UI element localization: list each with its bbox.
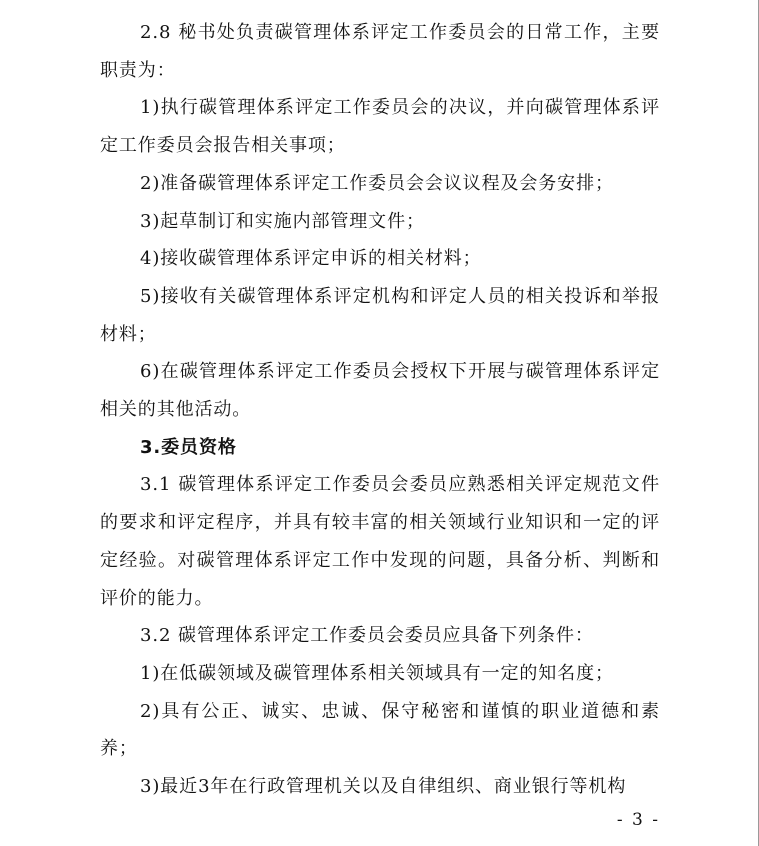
duty-item-1: 1)执行碳管理体系评定工作委员会的决议，并向碳管理体系评定工作委员会报告相关事项； xyxy=(100,97,660,157)
duty-item-6: 6)在碳管理体系评定工作委员会授权下开展与碳管理体系评定相关的其他活动。 xyxy=(100,361,660,421)
section-heading-qualifications: 3.委员资格 xyxy=(140,436,237,458)
condition-item-2: 2)具有公正、诚实、忠诚、保守秘密和谨慎的职业道德和素养； xyxy=(100,700,660,760)
duty-item-4: 4)接收碳管理体系评定申诉的相关材料； xyxy=(140,248,482,270)
paragraph-3-2: 3.2 碳管理体系评定工作委员会委员应具备下列条件： xyxy=(140,625,594,647)
duty-item-5: 5)接收有关碳管理体系评定机构和评定人员的相关投诉和举报材料； xyxy=(100,285,660,345)
document-body xyxy=(100,14,660,806)
paragraph-3-1: 3.1 碳管理体系评定工作委员会委员应熟悉相关评定规范文件的要求和评定程序，并具有较丰富的相关领域行业知识和一定的评定经验。对碳管理体系评定工作中发现的问题，具备分析、判断和评价的能力。 xyxy=(100,474,660,609)
duty-item-3: 3)起草制订和实施内部管理文件； xyxy=(140,210,425,232)
condition-item-1: 1)在低碳领域及碳管理体系相关领域具有一定的知名度； xyxy=(140,662,614,684)
page-number: - 3 - xyxy=(616,810,660,830)
duty-item-2: 2)准备碳管理体系评定工作委员会会议议程及会务安排； xyxy=(140,172,614,194)
paragraph-2-8: 2.8 秘书处负责碳管理体系评定工作委员会的日常工作，主要职责为： xyxy=(100,22,660,81)
condition-item-3: 3)最近3年在行政管理机关以及自律组织、商业银行等机构 xyxy=(140,776,627,798)
